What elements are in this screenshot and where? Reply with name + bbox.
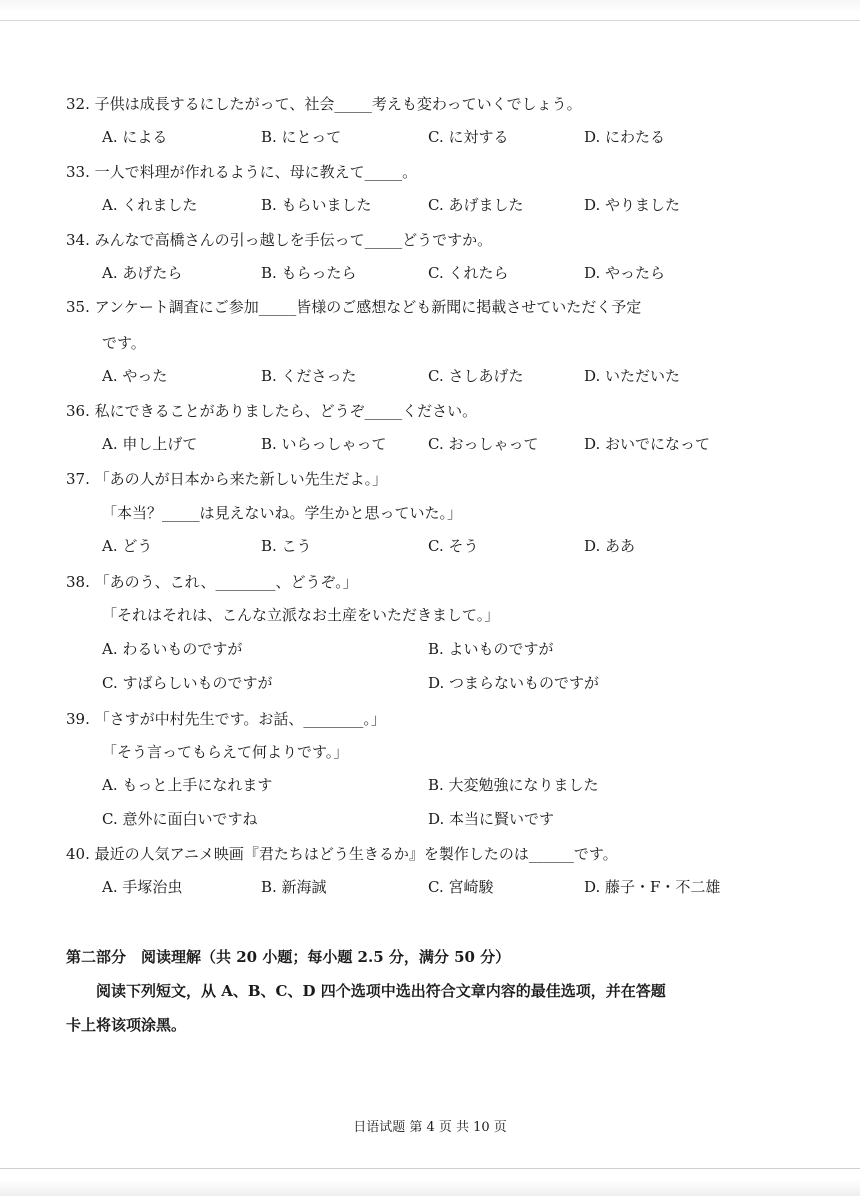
q37-option-a: A. どう: [102, 537, 153, 555]
q39-option-b: B. 大変勉強になりました: [428, 776, 599, 794]
q40-option-c: C. 宮崎駿: [428, 878, 494, 896]
page-footer: 日语试题 第 4 页 共 10 页: [353, 1120, 507, 1135]
q36-option-d: D. おいでになって: [584, 435, 711, 453]
q35-option-a: A. やった: [102, 367, 168, 385]
q33-option-b: B. もらいました: [261, 196, 372, 214]
question-33-stem: 33. 一人で料理が作れるように、母に教えて_____。: [66, 163, 418, 181]
question-38-stem-cont: 「それはそれは、こんな立派なお土産をいただきまして。」: [102, 606, 500, 624]
q38-option-a: A. わるいものですが: [102, 640, 243, 658]
question-34-stem: 34. みんなで高橋さんの引っ越しを手伝って_____どうですか。: [66, 231, 493, 249]
q34-option-d: D. やったら: [584, 264, 666, 282]
question-36-stem: 36. 私にできることがありましたら、どうぞ_____ください。: [66, 402, 478, 420]
section-2-instruction-cont: 卡上将该项涂黑。: [66, 1016, 187, 1034]
q32-option-d: D. にわたる: [584, 128, 666, 146]
question-32-stem: 32. 子供は成長するにしたがって、社会_____考えも変わっていくでしょう。: [66, 95, 582, 113]
q32-option-c: C. に対する: [428, 128, 509, 146]
question-35-stem-cont: です。: [102, 334, 146, 352]
q39-option-d: D. 本当に賢いです: [428, 810, 555, 828]
q35-option-b: B. くださった: [261, 367, 357, 385]
question-38-stem: 38. 「あのう、これ、________、どうぞ。」: [66, 573, 358, 591]
q37-option-c: C. そう: [428, 537, 479, 555]
q33-option-a: A. くれました: [102, 196, 198, 214]
q34-option-c: C. くれたら: [428, 264, 509, 282]
q40-option-a: A. 手塚治虫: [102, 878, 183, 896]
q36-option-b: B. いらっしゃって: [261, 435, 387, 453]
question-39-stem-cont: 「そう言ってもらえて何よりです。」: [102, 743, 349, 761]
q34-option-a: A. あげたら: [102, 264, 183, 282]
q40-option-b: B. 新海誠: [261, 878, 327, 896]
question-35-stem: 35. アンケート調査にご参加_____皆様のご感想なども新聞に掲載させていただく予定: [66, 298, 642, 316]
page-edge-bottom: [0, 1168, 860, 1169]
section-2-instruction: 阅读下列短文，从 A、B、C、D 四个选项中选出符合文章内容的最佳选项，并在答题: [96, 982, 666, 1000]
question-37-stem: 37. 「あの人が日本から来た新しい先生だよ。」: [66, 470, 388, 488]
section-2-title: 第二部分 阅读理解（共 20 小题；每小题 2.5 分，满分 50 分）: [66, 948, 511, 966]
q37-option-b: B. こう: [261, 537, 312, 555]
q39-option-c: C. 意外に面白いですね: [102, 810, 258, 828]
question-39-stem: 39. 「さすが中村先生です。お話、________。」: [66, 710, 386, 728]
q38-option-d: D. つまらないものですが: [428, 674, 600, 692]
q38-option-b: B. よいものですが: [428, 640, 554, 658]
q39-option-a: A. もっと上手になれます: [102, 776, 273, 794]
q40-option-d: D. 藤子・F・不二雄: [584, 878, 721, 896]
q33-option-d: D. やりました: [584, 196, 681, 214]
q35-option-c: C. さしあげた: [428, 367, 524, 385]
q38-option-c: C. すばらしいものですが: [102, 674, 273, 692]
q32-option-b: B. にとって: [261, 128, 342, 146]
page-edge-top: [0, 20, 860, 21]
q36-option-a: A. 申し上げて: [102, 435, 198, 453]
q32-option-a: A. による: [102, 128, 168, 146]
q33-option-c: C. あげました: [428, 196, 524, 214]
question-40-stem: 40. 最近の人気アニメ映画『君たちはどう生きるか』を製作したのは______です。: [66, 845, 618, 863]
q34-option-b: B. もらったら: [261, 264, 357, 282]
q36-option-c: C. おっしゃって: [428, 435, 539, 453]
q37-option-d: D. ああ: [584, 537, 636, 555]
question-37-stem-cont: 「本当？_____は見えないね。学生かと思っていた。」: [102, 504, 463, 522]
q35-option-d: D. いただいた: [584, 367, 681, 385]
